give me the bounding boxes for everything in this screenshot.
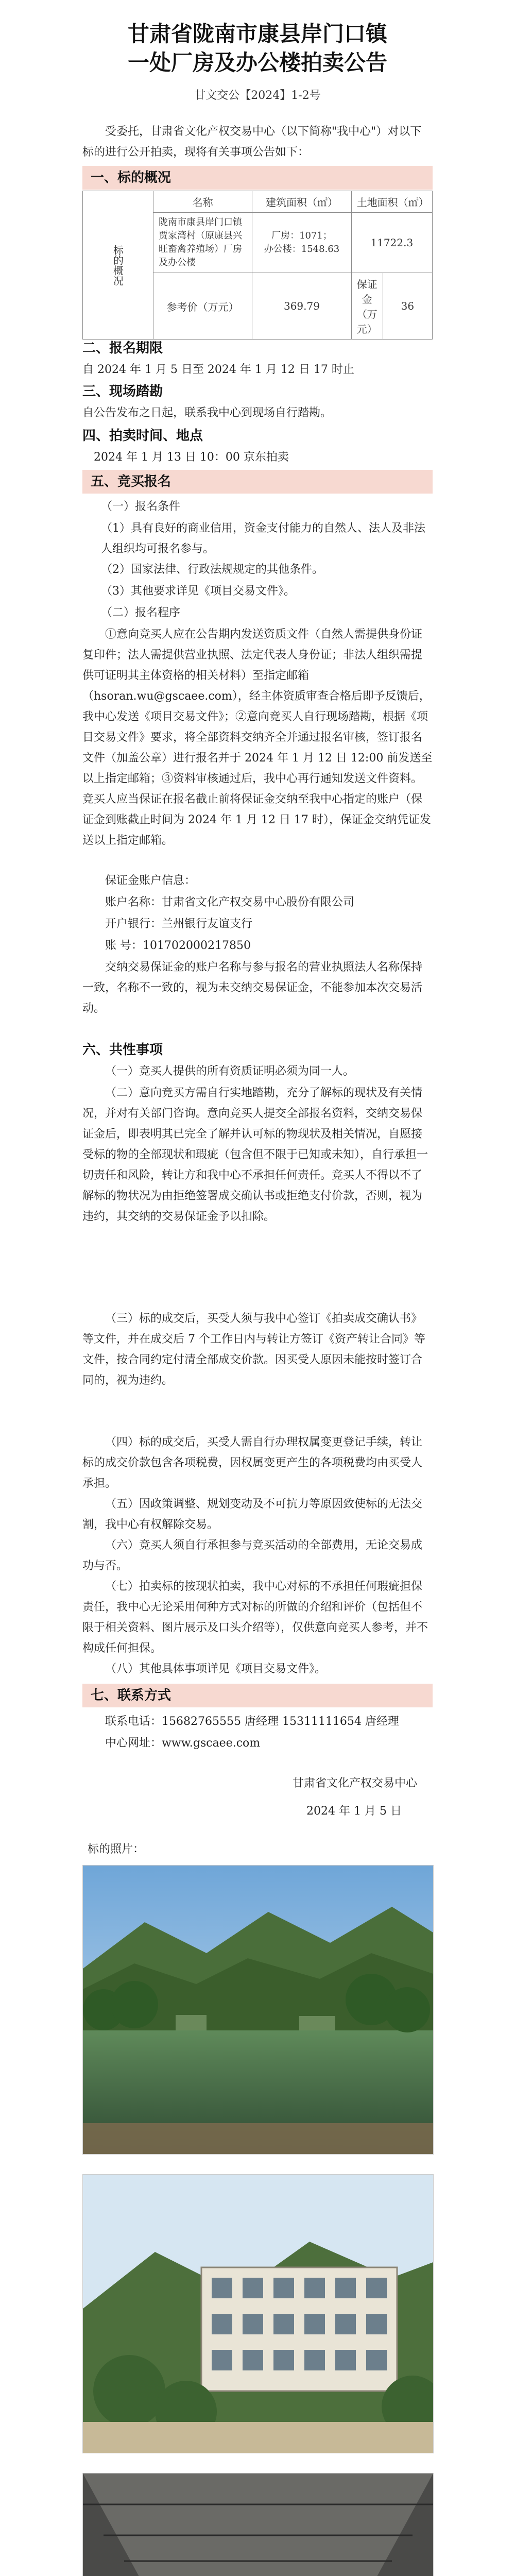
deposit-value: 36: [383, 273, 432, 340]
price-label: 参考价（万元）: [153, 273, 252, 340]
common-item-3: （三）标的成交后，买受人须与我中心签订《拍卖成交确认书》等文件，并在成交后 7 个工作日内与转让方签订《资产转让合同》等文件，按合同约定付清全部成交价款。因买受人原因未能按时签订合同的，视为违约。: [82, 1312, 425, 1387]
deposit-note: 交纳交易保证金的账户名称与参与报名的营业执照法人名称保持一致，名称不一致的，视为未交纳交易保证金，不能参加本次交易活动。: [82, 961, 423, 1015]
website: 中心网址：www.gscaee.com: [105, 1737, 261, 1750]
land-area: 11722.3: [351, 213, 432, 273]
common-item-1: （一）竞买人提供的所有资质证明必须为同一人。: [105, 1065, 355, 1078]
section1-heading-bar: [82, 166, 433, 190]
pond-landscape-image: [83, 1866, 433, 2154]
office-building-image: [83, 2175, 433, 2453]
photo-office-building: [82, 2174, 434, 2453]
area-values: [252, 213, 351, 273]
common-item-6: （六）竞买人须自行承担参与竞买活动的全部费用，无论交易成功与否。: [82, 1539, 423, 1572]
common-item-2: （二）意向竞买方需自行实地踏勘，充分了解标的现状及有关情况，并对有关部门咨询。意向竞买人提交全部报名资料，交纳交易保证金后，即表明其已完全了解并认可标的物现状及相关情况，自愿接受标的物的全部现状和瑕疵（包含但不限于已知或未知），自行承担一切责任和风险，转让方和我中心不承担任何责任。竞买人不得以不了解标的物状况为由拒绝签署成交确认书或拒绝支付价款，否则，视为违约，其交纳的交易保证金予以扣除。: [82, 1087, 428, 1223]
photo-pond-landscape: [82, 1865, 434, 2155]
common-item-4: （四）标的成交后，买受人需自行办理权属变更登记手续，转让标的成交价款包含各项税费，因权属变更产生的各项税费均由买受人承担。: [82, 1436, 423, 1490]
procedure-text: ①意向竞买人应在公告期内发送资质文件（自然人需提供身份证复印件；法人需提供营业执照、法定代表人身份证；非法人组织需提供可证明其主体资格的相关材料）至指定邮箱（hsoran.wu@gscaee.com），经主体资质审查合格后即予反馈后，我中心发送《项目交易文件》；②意向竞买人自行现场踏勘，根据《项目交易文件》要求，将全部资料交纳齐全并通过报名审核，签订报名文件（加盖公章）进行报名并于 2024 年 1 月 12 日 12:00 前发送至以上指定邮箱；③资料审核通过后，我中心再行通知发送文件资料。竞买人应当保证在报名截止前将保证金交纳至我中心指定的账户（保证金到账截止时间为 2024 年 1 月 12 日 17 时），保证金交纳凭证发送以上指定邮箱。: [82, 628, 433, 847]
area-col-header: 建筑面积（㎡）: [252, 191, 351, 213]
common-item-7: （七）拍卖标的按现状拍卖，我中心对标的不承担任何瑕疵担保责任，我中心无论采用何种方式对标的所做的介绍和评价（包括但不限于相关资料、图片展示及口头介绍等），仅供意向竞买人参考，并不构成任何担保。: [82, 1580, 428, 1655]
factory-interior-image: [83, 2473, 433, 2576]
common-item-5: （五）因政策调整、规划变动及不可抗力等原因致使标的无法交割，我中心有权解除交易。: [82, 1498, 423, 1531]
document-number: 甘文交公【2024】1-2号: [194, 89, 321, 102]
page-title-line2: 一处厂房及办公楼拍卖公告: [127, 50, 387, 75]
section3-heading: 三、现场踏勘: [82, 384, 163, 399]
section3-text: 自公告发布之日起，联系我中心到现场自行踏勘。: [82, 406, 332, 419]
area-plant: 厂房：1071；: [271, 230, 332, 241]
condition-1: （1）具有良好的商业信用，资金支付能力的自然人、法人及非法人组织均可报名参与。: [101, 522, 425, 555]
photos-caption: 标的照片：: [88, 1843, 145, 1856]
deposit-label: 保证金（万元）: [351, 273, 383, 340]
price-value: 369.79: [252, 273, 351, 340]
section6-heading: 六、共性事项: [82, 1042, 163, 1058]
common-item-8: （八）其他具体事项详见《项目交易文件》。: [105, 1663, 327, 1675]
name-col-header: 名称: [153, 191, 252, 213]
signature-date: 2024 年 1 月 5 日: [306, 1805, 402, 1818]
page-title-line1: 甘肃省陇南市康县岸门口镇: [127, 21, 387, 46]
condition-2: （2）国家法律、行政法规规定的其他条件。: [101, 563, 323, 576]
section1-heading: 一、标的概况: [91, 170, 171, 185]
section5-heading: 五、竞买报名: [91, 474, 171, 489]
account-intro: 保证金账户信息：: [105, 874, 196, 887]
section2-heading: 二、报名期限: [82, 341, 163, 356]
section7-heading-bar: [82, 1684, 433, 1707]
land-col-header: 土地面积（㎡）: [351, 191, 432, 213]
section5-sub2: （二）报名程序: [101, 606, 181, 619]
section4-heading: 四、拍卖时间、地点: [82, 428, 203, 444]
section7-heading: 七、联系方式: [91, 1688, 171, 1703]
account-name: 账户名称：甘肃省文化产权交易中心股份有限公司: [105, 896, 355, 909]
asset-name: 陇南市康县岸门口镇贾家湾村（原康县兴旺畜禽养殖场）厂房及办公楼: [153, 213, 252, 273]
section5-sub1: （一）报名条件: [101, 500, 181, 513]
signature-org: 甘肃省文化产权交易中心: [292, 1777, 417, 1790]
intro-paragraph: 受委托，甘肃省文化产权交易中心（以下简称"我中心"）对以下标的进行公开拍卖，现将有关事项公告如下：: [82, 125, 422, 159]
photo-factory-interior: [82, 2473, 434, 2576]
area-office: 办公楼：1548.63: [264, 244, 340, 255]
table-row-label: 标的概况: [83, 191, 153, 340]
account-bank: 开户银行：兰州银行友谊支行: [105, 918, 253, 930]
asset-info-table: [82, 191, 433, 340]
condition-3: （3）其他要求详见《项目交易文件》。: [101, 585, 295, 598]
contact-phone: 联系电话：15682765555 唐经理 15311111654 唐经理: [105, 1715, 399, 1728]
section2-text: 自 2024 年 1 月 5 日至 2024 年 1 月 12 日 17 时止: [82, 363, 354, 376]
section5-heading-bar: [82, 470, 433, 494]
account-number: 账 号：101702000217850: [105, 939, 251, 952]
section4-text: 2024 年 1 月 13 日 10：00 京东拍卖: [94, 451, 289, 464]
